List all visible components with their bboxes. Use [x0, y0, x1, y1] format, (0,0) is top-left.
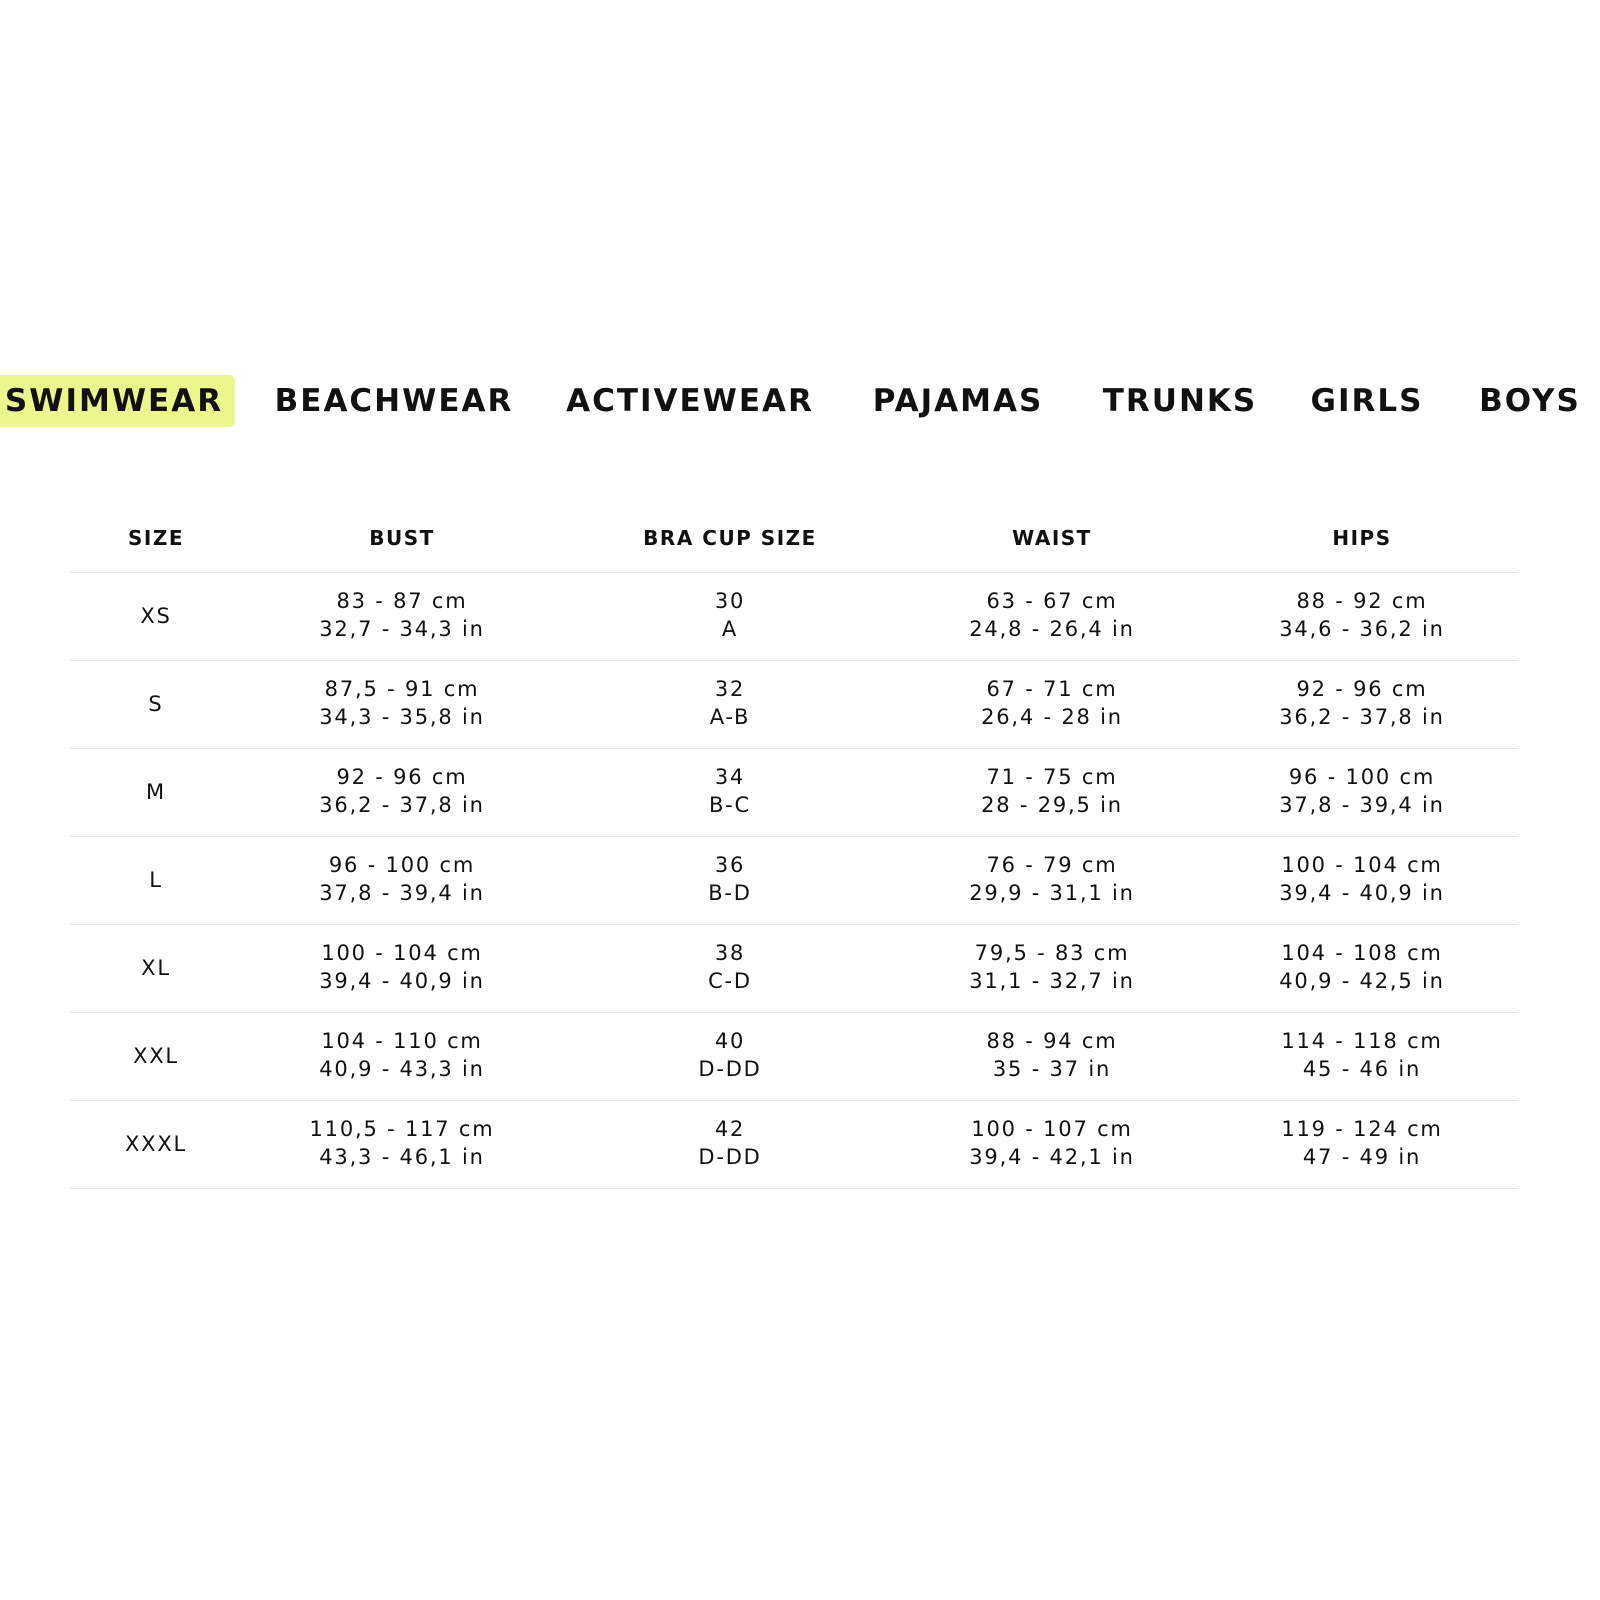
header-bust: BUST	[369, 526, 435, 550]
table-row	[70, 1101, 1518, 1189]
size-cell: S	[148, 692, 164, 716]
table-row	[70, 573, 1518, 661]
tab-pajamas[interactable]: PAJAMAS	[872, 383, 1044, 419]
size-cell: XXL	[133, 1044, 179, 1068]
waist-cell: 71 - 75 cm 28 - 29,5 in	[981, 765, 1123, 817]
bust-cell: 110,5 - 117 cm 43,3 - 46,1 in	[309, 1117, 495, 1169]
bra-cup-cell: 42 D-DD	[698, 1117, 762, 1169]
bra-cup-cell: 34 B-C	[708, 765, 752, 817]
header-waist: WAIST	[1012, 526, 1092, 550]
waist-cell: 76 - 79 cm 29,9 - 31,1 in	[969, 853, 1135, 905]
waist-cell: 79,5 - 83 cm 31,1 - 32,7 in	[969, 941, 1135, 993]
size-cell: L	[149, 868, 163, 892]
table-row	[70, 925, 1518, 1013]
hips-cell: 88 - 92 cm 34,6 - 36,2 in	[1279, 589, 1445, 641]
bust-cell: 96 - 100 cm 37,8 - 39,4 in	[319, 853, 485, 905]
table-row	[70, 661, 1518, 749]
tab-trunks[interactable]: TRUNKS	[1102, 383, 1258, 419]
hips-cell: 100 - 104 cm 39,4 - 40,9 in	[1279, 853, 1445, 905]
bra-cup-cell: 30 A	[714, 589, 746, 641]
table-header-row	[70, 510, 1518, 573]
hips-cell: 104 - 108 cm 40,9 - 42,5 in	[1279, 941, 1445, 993]
bust-cell: 100 - 104 cm 39,4 - 40,9 in	[319, 941, 485, 993]
tab-girls[interactable]: GIRLS	[1310, 383, 1424, 419]
tab-beachwear[interactable]: BEACHWEAR	[274, 383, 514, 419]
table-row	[70, 1013, 1518, 1101]
bust-cell: 92 - 96 cm 36,2 - 37,8 in	[319, 765, 485, 817]
header-size: SIZE	[127, 526, 185, 550]
header-bra-cup-size: BRA CUP SIZE	[643, 526, 817, 550]
hips-cell: 119 - 124 cm 47 - 49 in	[1281, 1117, 1443, 1169]
hips-cell: 96 - 100 cm 37,8 - 39,4 in	[1279, 765, 1445, 817]
bra-cup-cell: 40 D-DD	[698, 1029, 762, 1081]
bra-cup-cell: 32 A-B	[709, 677, 751, 729]
hips-cell: 114 - 118 cm 45 - 46 in	[1281, 1029, 1443, 1081]
category-tabs	[0, 375, 1600, 431]
bust-cell: 87,5 - 91 cm 34,3 - 35,8 in	[319, 677, 485, 729]
bra-cup-cell: 36 B-D	[708, 853, 752, 905]
bra-cup-cell: 38 C-D	[708, 941, 752, 993]
waist-cell: 67 - 71 cm 26,4 - 28 in	[981, 677, 1123, 729]
bust-cell: 83 - 87 cm 32,7 - 34,3 in	[319, 589, 485, 641]
tab-activewear[interactable]: ACTIVEWEAR	[566, 383, 814, 419]
size-cell: XS	[140, 604, 172, 628]
header-hips: HIPS	[1332, 526, 1392, 550]
table-row	[70, 837, 1518, 925]
size-cell: M	[146, 780, 166, 804]
waist-cell: 100 - 107 cm 39,4 - 42,1 in	[969, 1117, 1135, 1169]
table-row	[70, 749, 1518, 837]
size-chart-table	[70, 510, 1518, 1189]
hips-cell: 92 - 96 cm 36,2 - 37,8 in	[1279, 677, 1445, 729]
tab-swimwear[interactable]: SWIMWEAR	[0, 375, 235, 427]
size-cell: XL	[141, 956, 171, 980]
tab-boys[interactable]: BOYS	[1479, 383, 1581, 419]
waist-cell: 88 - 94 cm 35 - 37 in	[986, 1029, 1118, 1081]
size-cell: XXXL	[124, 1132, 188, 1156]
waist-cell: 63 - 67 cm 24,8 - 26,4 in	[969, 589, 1135, 641]
bust-cell: 104 - 110 cm 40,9 - 43,3 in	[319, 1029, 485, 1081]
